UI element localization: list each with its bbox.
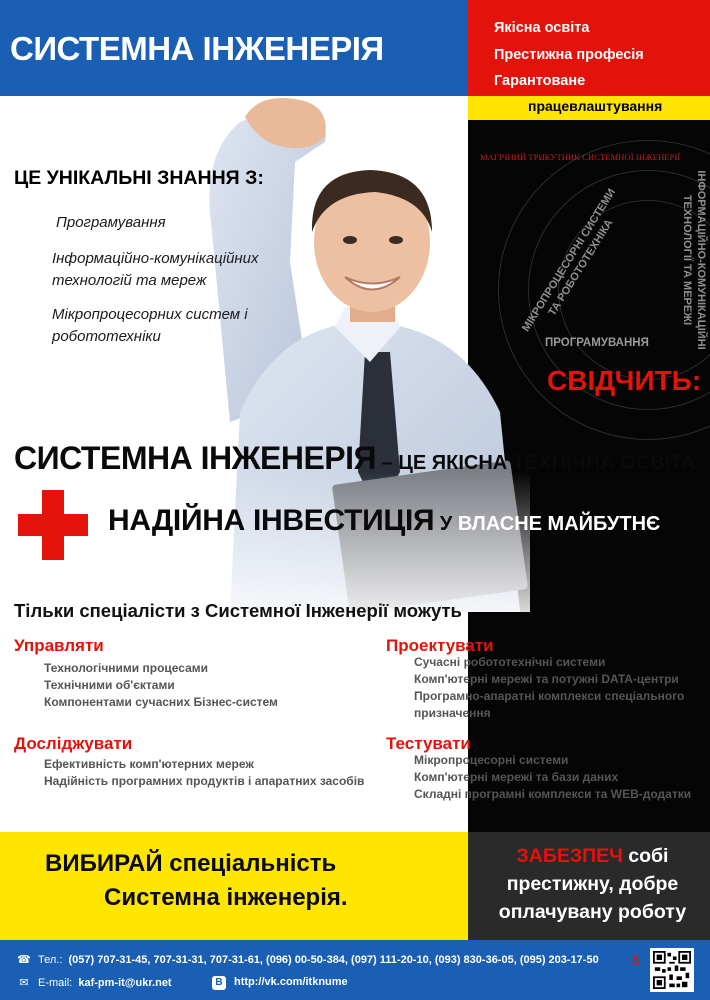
email-label: E-mail: xyxy=(38,977,73,989)
vk-icon: В xyxy=(212,976,226,990)
secure-line xyxy=(490,845,695,868)
university-logo-icon: § xyxy=(632,952,640,967)
category-title: Тестувати xyxy=(386,734,471,753)
category-item: Ефективність комп'ютерних мереж xyxy=(44,757,254,771)
category-title: Управляти xyxy=(14,636,104,655)
promo-prestige xyxy=(494,47,644,63)
footer-email xyxy=(16,976,172,989)
category-item: Технічними об'єктами xyxy=(44,678,175,692)
headline-rest-text: ВЛАСНЕ МАЙБУТНЄ xyxy=(457,513,661,535)
secure-text: собі xyxy=(622,845,669,867)
magic-triangle-title: МАГІЧНИЙ ТРИКУТНИК СИСТЕМНОЇ ІНЖЕНЕРІЇ xyxy=(480,152,681,162)
choose-specialty-name: Системна інженерія. xyxy=(104,884,348,911)
promo-text: арантоване xyxy=(502,73,586,89)
category-item: Сучасні робототехнічні системи xyxy=(414,655,606,669)
category-item: Комп'ютерні мережі та бази даних xyxy=(414,770,619,784)
category-title: Проектувати xyxy=(386,636,494,655)
category-item: Мікропроцесорні системи xyxy=(414,753,569,767)
category-item: Програмно-апаратні комплекси спеціального xyxy=(414,689,685,703)
headline-quality-education xyxy=(14,440,696,477)
promo-text: кісна освіта xyxy=(504,20,590,36)
promo-initial: П xyxy=(494,47,505,63)
promo-guaranteed xyxy=(494,73,585,89)
triangle-label-programming: ПРОГРАМУВАННЯ xyxy=(545,337,649,349)
knowledge-title: ЦЕ УНІКАЛЬНІ ЗНАННЯ З: xyxy=(14,167,264,189)
secure-line: оплачувану роботу xyxy=(498,901,687,923)
headline-big-text: НАДІЙНА ІНВЕСТИЦІЯ xyxy=(108,504,435,537)
promo-quality xyxy=(494,20,589,36)
promo-text: рестижна професія xyxy=(504,47,644,63)
category-title: Досліджувати xyxy=(14,734,133,753)
triangle-label-microprocessor: МІКРОПРОЦЕСОРНІ СИСТЕМИ ТА РОБОТОТЕХНІКА xyxy=(519,186,619,334)
category-item: Технологічними процесами xyxy=(44,661,209,675)
phone-label: Тел.: xyxy=(38,954,63,966)
category-research xyxy=(14,734,364,790)
promo-employment: працевлаштування xyxy=(528,98,663,114)
headline-big-text: СИСТЕМНА ІНЖЕНЕРІЯ xyxy=(14,440,377,476)
knowledge-item: Програмування xyxy=(56,214,166,231)
secure-line: престижну, добре xyxy=(506,873,679,895)
category-manage xyxy=(14,636,278,711)
triangle-label-ict: ІНФОРМАЦІЙНО-КОМУНІКАЦІЙНІ ТЕХНОЛОГІЇ ТА МЕРЕЖІ xyxy=(681,170,707,350)
category-item: Складні програмні комплекси та WEB-додатки xyxy=(414,787,692,801)
footer-phones xyxy=(16,953,599,966)
category-item: Комп'ютерні мережі та потужні DATA-центри xyxy=(414,672,679,686)
poster-title: СИСТЕМНА ІНЖЕНЕРІЯ xyxy=(10,30,384,67)
headline-investment xyxy=(108,504,660,538)
category-item: Компонентами сучасних Бізнес-систем xyxy=(44,695,278,709)
witness-heading: СВІДЧИТЬ: xyxy=(547,365,702,396)
knowledge-item: Мікропроцесорних систем і робототехніки xyxy=(52,306,248,345)
promo-initial: Я xyxy=(494,20,505,36)
red-plus-icon xyxy=(18,490,88,560)
secure-emphasis: ЗАБЕЗПЕЧ xyxy=(516,845,623,867)
specialists-heading: Тільки спеціалісти з Системної Інженерії можуть xyxy=(14,600,462,621)
vk-link[interactable]: http://vk.com/itknume xyxy=(234,976,348,988)
category-design xyxy=(386,636,684,722)
phone-numbers[interactable]: (057) 707-31-45, 707-31-31, 707-31-61, (096) 00-50-384, (097) 111-20-10, (093) 830-36-05, (095) 203-17-50 xyxy=(68,954,599,966)
headline-rest-text: – ЦЕ ЯКІСНА ТЕХНІЧНА ОСВІТА xyxy=(376,452,696,474)
email-link[interactable]: kaf-pm-it@ukr.net xyxy=(78,977,172,989)
category-item: Надійність програмних продуктів і апаратних засобів xyxy=(44,774,365,788)
category-test xyxy=(386,734,691,803)
category-item: призначення xyxy=(414,706,491,720)
qr-code-icon[interactable] xyxy=(650,948,694,992)
email-icon: ✉ xyxy=(19,977,29,989)
phone-icon: ☎ xyxy=(17,954,31,966)
promo-initial: Г xyxy=(494,73,503,89)
footer-vk xyxy=(212,976,348,990)
headline-rest-text: У xyxy=(434,513,458,535)
footer-bar xyxy=(0,940,710,1000)
knowledge-item: Інформаційно-комунікаційних технологій та мереж xyxy=(52,250,259,289)
choose-specialty-line: ВИБИРАЙ спеціальність xyxy=(45,850,337,877)
